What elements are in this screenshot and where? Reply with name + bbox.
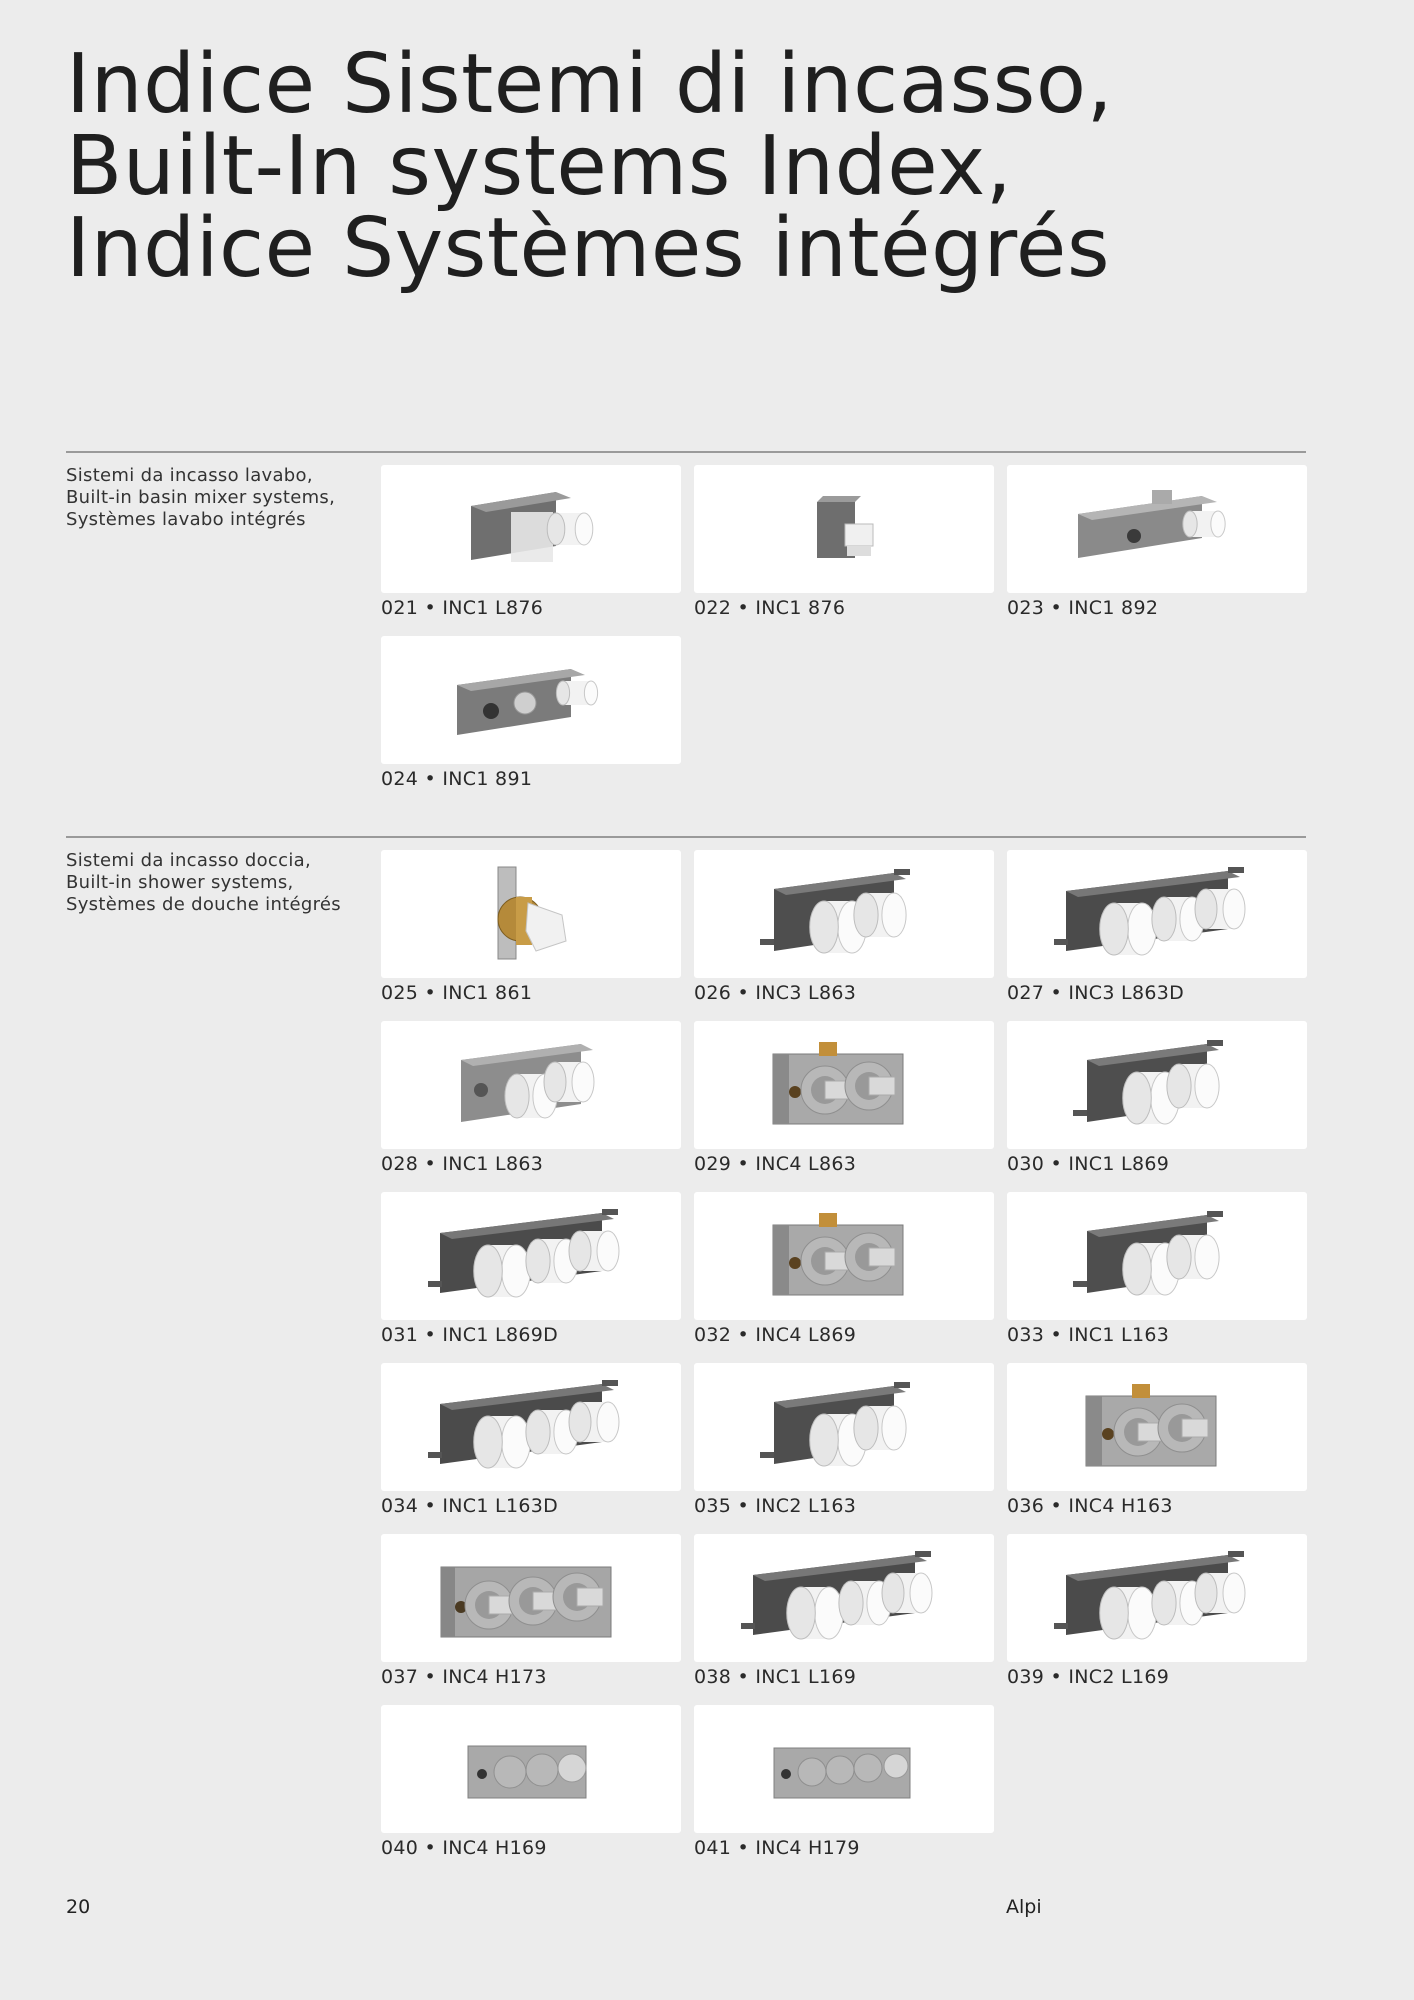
shower-box-two-caps-icon [694, 1363, 994, 1491]
shower-box-three-caps-icon [1007, 850, 1307, 978]
product-code: 038 • INC1 L169 [694, 1666, 857, 1688]
product-code: 036 • INC4 H163 [1007, 1495, 1173, 1517]
product-card[interactable] [1007, 465, 1307, 636]
shower-box-three-caps-icon [381, 1363, 681, 1491]
product-card[interactable] [694, 1192, 994, 1363]
product-code: 022 • INC1 876 [694, 597, 846, 619]
shower-box-three-caps-icon [381, 1192, 681, 1320]
shower-box-three-caps-icon [694, 1534, 994, 1662]
shower-box-two-caps-icon [1007, 1021, 1307, 1149]
product-code: 027 • INC3 L863D [1007, 982, 1185, 1004]
product-code: 021 • INC1 L876 [381, 597, 544, 619]
product-card[interactable] [381, 1192, 681, 1363]
product-code: 029 • INC4 L863 [694, 1153, 857, 1175]
product-code: 028 • INC1 L863 [381, 1153, 544, 1175]
shower-box-two-caps-icon [694, 850, 994, 978]
product-card[interactable] [1007, 1363, 1307, 1534]
section-label [66, 850, 366, 916]
product-card[interactable] [381, 1021, 681, 1192]
product-code: 024 • INC1 891 [381, 768, 533, 790]
shower-frame-three-small-icon [381, 1705, 681, 1833]
product-card[interactable] [1007, 1021, 1307, 1192]
product-card[interactable] [381, 465, 681, 636]
product-code: 040 • INC4 H169 [381, 1837, 547, 1859]
shower-frame-four-small-icon [694, 1705, 994, 1833]
page-number: 20 [66, 1896, 91, 1918]
product-card[interactable] [381, 1705, 681, 1876]
product-code: 037 • INC4 H173 [381, 1666, 547, 1688]
product-code: 023 • INC1 892 [1007, 597, 1159, 619]
product-grid [381, 465, 1307, 807]
basin-three-outlet-icon [381, 636, 681, 764]
product-card[interactable] [694, 850, 994, 1021]
product-card[interactable] [694, 1363, 994, 1534]
brass-valve-icon [381, 850, 681, 978]
basin-small-box-icon [694, 465, 994, 593]
shower-frame-three-valves-icon [381, 1534, 681, 1662]
product-code: 035 • INC2 L163 [694, 1495, 857, 1517]
basin-box-two-outlet-icon [381, 465, 681, 593]
product-card[interactable] [694, 1534, 994, 1705]
section-label [66, 465, 366, 531]
product-code: 031 • INC1 L869D [381, 1324, 559, 1346]
shower-frame-two-valves-icon [1007, 1363, 1307, 1491]
section-label-en: Built-in basin mixer systems, [66, 487, 336, 508]
product-code: 032 • INC4 L869 [694, 1324, 857, 1346]
product-code: 039 • INC2 L169 [1007, 1666, 1170, 1688]
product-code: 026 • INC3 L863 [694, 982, 857, 1004]
section-divider [66, 836, 1306, 838]
section-label-fr: Systèmes de douche intégrés [66, 894, 341, 915]
section-divider [66, 451, 1306, 453]
title-line-italian: Indice Sistemi di incasso, [66, 37, 1114, 132]
product-card[interactable] [381, 850, 681, 1021]
product-code: 025 • INC1 861 [381, 982, 533, 1004]
section-label-it: Sistemi da incasso doccia, [66, 850, 311, 871]
section-label-fr: Systèmes lavabo intégrés [66, 509, 306, 530]
basin-long-bar-icon [1007, 465, 1307, 593]
shower-frame-two-valves-icon [694, 1192, 994, 1320]
section-label-en: Built-in shower systems, [66, 872, 294, 893]
product-code: 034 • INC1 L163D [381, 1495, 559, 1517]
product-card[interactable] [694, 465, 994, 636]
brand-name: Alpi [1006, 1896, 1042, 1918]
product-card[interactable] [381, 636, 681, 807]
product-grid [381, 850, 1307, 1876]
product-code: 033 • INC1 L163 [1007, 1324, 1170, 1346]
product-code: 041 • INC4 H179 [694, 1837, 860, 1859]
shower-frame-two-valves-icon [694, 1021, 994, 1149]
product-code: 030 • INC1 L869 [1007, 1153, 1170, 1175]
product-card[interactable] [694, 1021, 994, 1192]
title-line-french: Indice Systèmes intégrés [66, 201, 1111, 296]
product-card[interactable] [1007, 1534, 1307, 1705]
product-card[interactable] [1007, 850, 1307, 1021]
product-card[interactable] [1007, 1192, 1307, 1363]
shower-box-two-caps-light-icon [381, 1021, 681, 1149]
page-title [66, 37, 1114, 296]
section-shower-systems [66, 836, 1306, 1876]
section-basin-systems [66, 451, 1306, 791]
product-card[interactable] [381, 1363, 681, 1534]
product-card[interactable] [694, 1705, 994, 1876]
shower-box-three-caps-icon [1007, 1534, 1307, 1662]
title-line-english: Built-In systems Index, [66, 119, 1013, 214]
shower-box-two-caps-icon [1007, 1192, 1307, 1320]
section-label-it: Sistemi da incasso lavabo, [66, 465, 313, 486]
product-card[interactable] [381, 1534, 681, 1705]
